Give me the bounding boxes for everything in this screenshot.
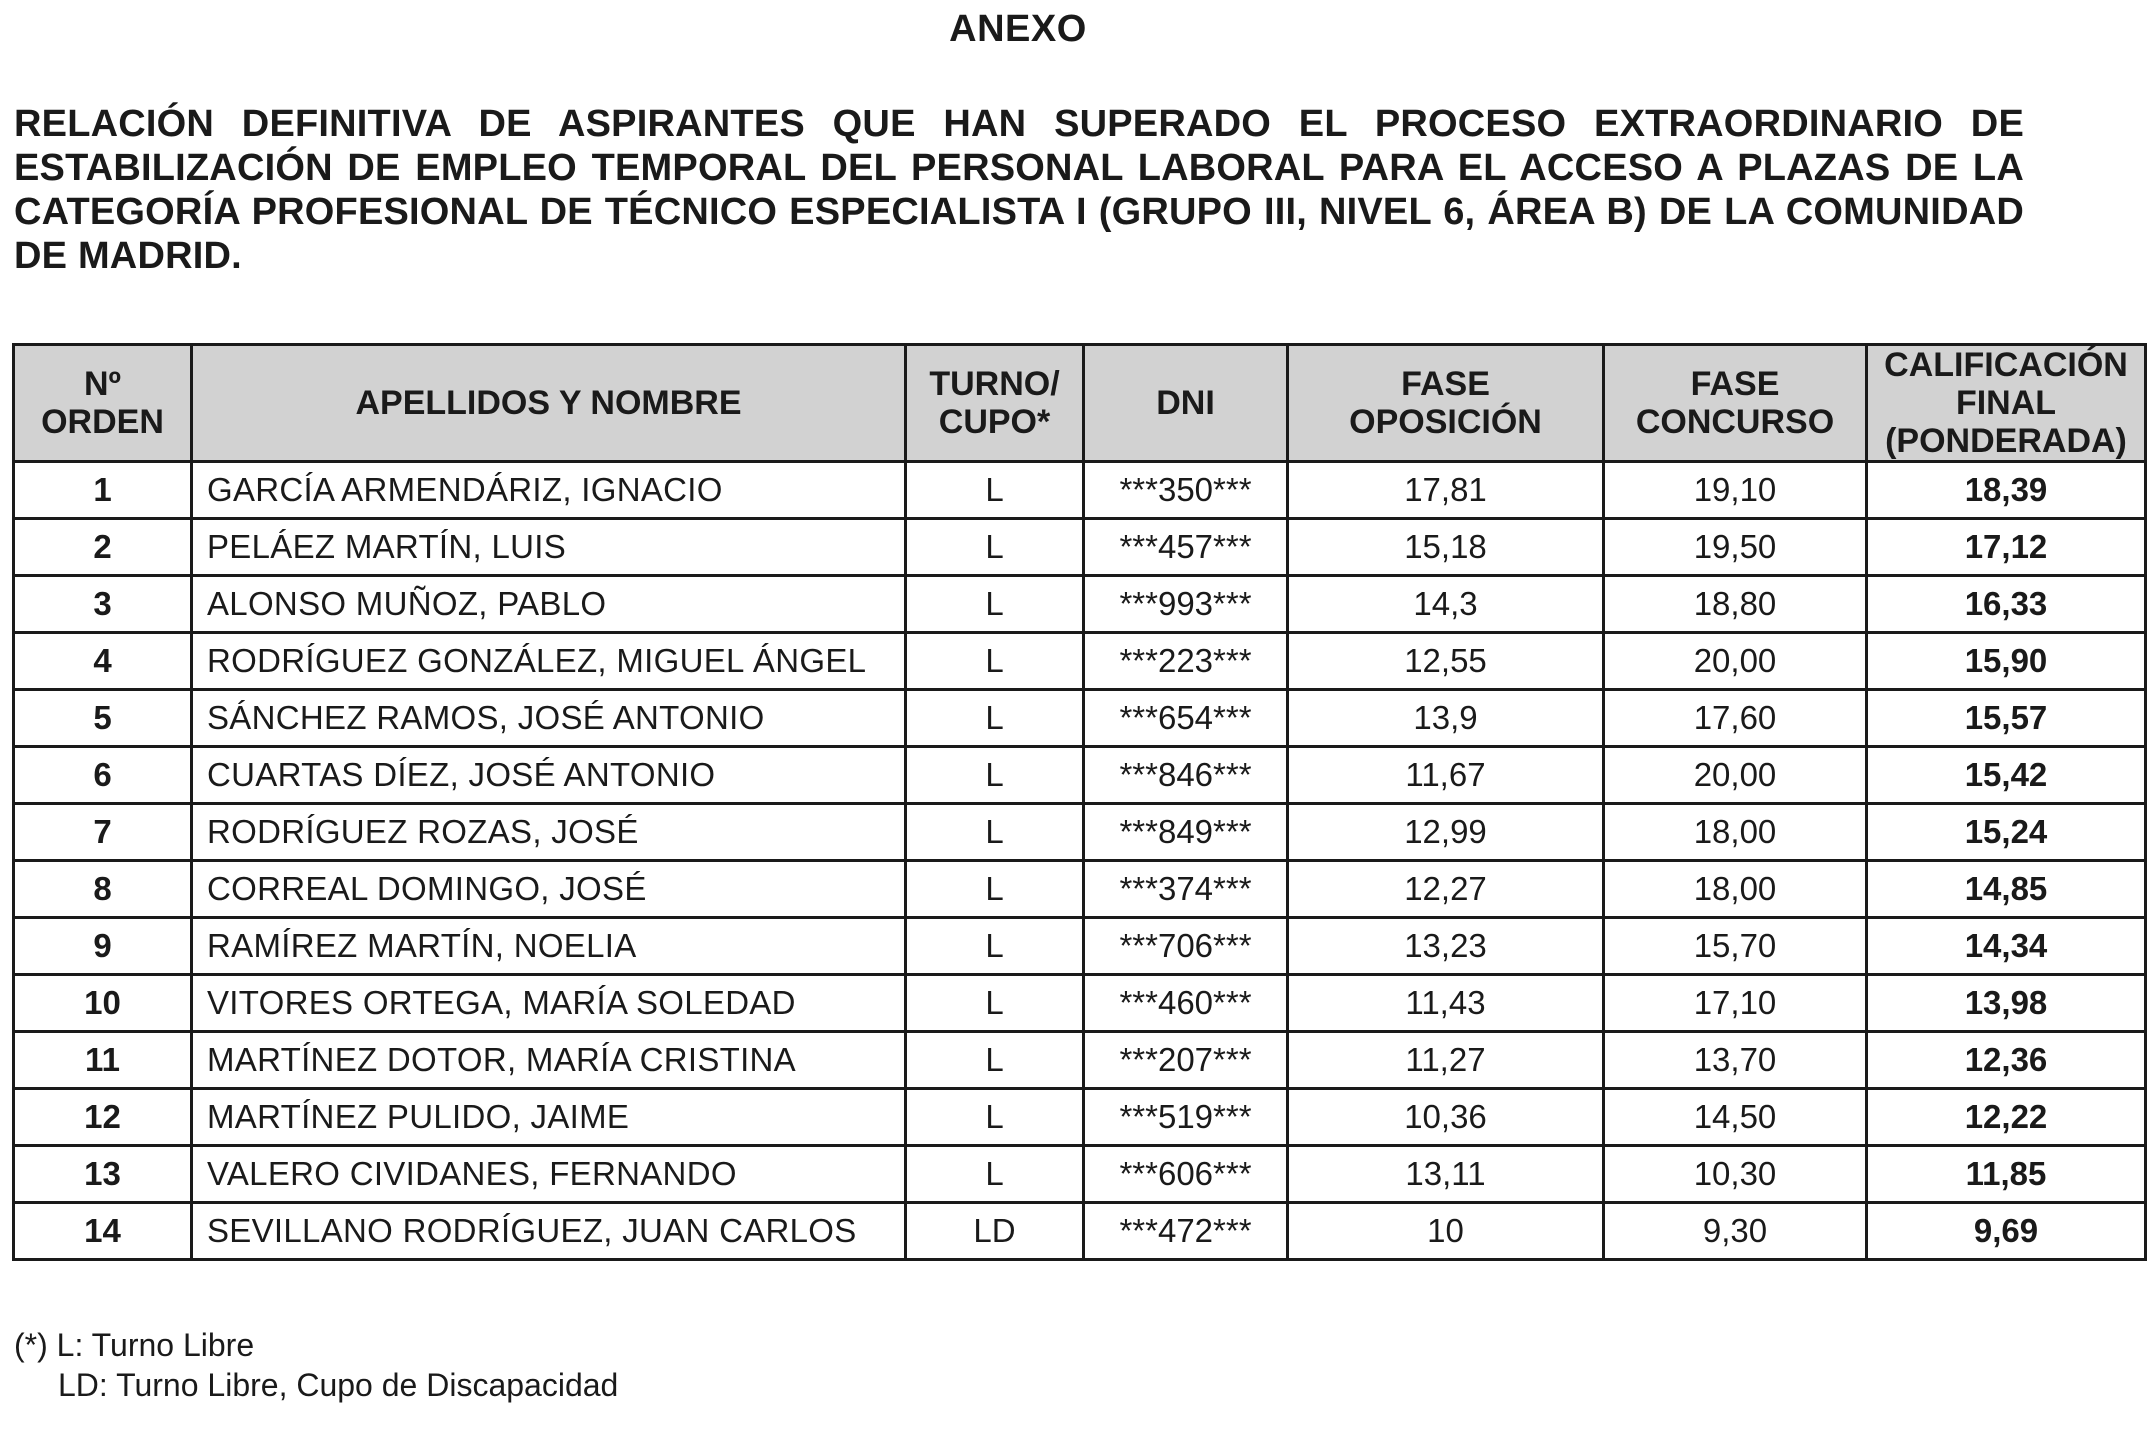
cell-dni: ***706*** <box>1084 918 1288 975</box>
cell-orden: 5 <box>14 690 192 747</box>
table-header-row <box>14 345 2146 462</box>
cell-final: 16,33 <box>1867 576 2146 633</box>
cell-concurso: 20,00 <box>1604 633 1867 690</box>
cell-turno: L <box>906 975 1084 1032</box>
cell-concurso: 13,70 <box>1604 1032 1867 1089</box>
cell-dni: ***457*** <box>1084 519 1288 576</box>
header-dni <box>1084 345 1288 462</box>
cell-final: 15,90 <box>1867 633 2146 690</box>
cell-oposicion: 11,67 <box>1288 747 1604 804</box>
cell-concurso: 17,60 <box>1604 690 1867 747</box>
cell-nombre: RODRÍGUEZ GONZÁLEZ, MIGUEL ÁNGEL <box>192 633 906 690</box>
cell-turno: L <box>906 462 1084 519</box>
cell-turno: L <box>906 861 1084 918</box>
cell-nombre: RODRÍGUEZ ROZAS, JOSÉ <box>192 804 906 861</box>
cell-concurso: 10,30 <box>1604 1146 1867 1203</box>
cell-final: 15,42 <box>1867 747 2146 804</box>
cell-concurso: 18,00 <box>1604 861 1867 918</box>
cell-nombre: MARTÍNEZ DOTOR, MARÍA CRISTINA <box>192 1032 906 1089</box>
cell-oposicion: 12,99 <box>1288 804 1604 861</box>
cell-concurso: 20,00 <box>1604 747 1867 804</box>
cell-nombre: VALERO CIVIDANES, FERNANDO <box>192 1146 906 1203</box>
cell-concurso: 18,00 <box>1604 804 1867 861</box>
header-turno-line: TURNO/ <box>929 365 1060 403</box>
cell-concurso: 19,10 <box>1604 462 1867 519</box>
cell-final: 14,85 <box>1867 861 2146 918</box>
header-concurso-line: FASE <box>1690 365 1780 403</box>
cell-turno: L <box>906 519 1084 576</box>
cell-turno: L <box>906 576 1084 633</box>
cell-nombre: CORREAL DOMINGO, JOSÉ <box>192 861 906 918</box>
cell-final: 17,12 <box>1867 519 2146 576</box>
table-row <box>14 462 2146 519</box>
cell-turno: L <box>906 918 1084 975</box>
cell-orden: 14 <box>14 1203 192 1260</box>
cell-oposicion: 13,11 <box>1288 1146 1604 1203</box>
header-turno-line: CUPO* <box>938 403 1051 441</box>
cell-dni: ***472*** <box>1084 1203 1288 1260</box>
table-row <box>14 1089 2146 1146</box>
cell-dni: ***654*** <box>1084 690 1288 747</box>
table-body <box>14 462 2146 1260</box>
header-concurso-line: CONCURSO <box>1635 403 1835 441</box>
table-row <box>14 861 2146 918</box>
header-concurso <box>1604 345 1867 462</box>
cell-dni: ***606*** <box>1084 1146 1288 1203</box>
cell-turno: L <box>906 1089 1084 1146</box>
cell-oposicion: 12,27 <box>1288 861 1604 918</box>
cell-oposicion: 14,3 <box>1288 576 1604 633</box>
cell-final: 12,36 <box>1867 1032 2146 1089</box>
cell-oposicion: 10 <box>1288 1203 1604 1260</box>
cell-final: 14,34 <box>1867 918 2146 975</box>
header-turno <box>906 345 1084 462</box>
cell-oposicion: 13,23 <box>1288 918 1604 975</box>
table-row <box>14 633 2146 690</box>
cell-concurso: 9,30 <box>1604 1203 1867 1260</box>
table-row <box>14 576 2146 633</box>
footnotes <box>14 1325 618 1405</box>
cell-dni: ***207*** <box>1084 1032 1288 1089</box>
cell-orden: 2 <box>14 519 192 576</box>
footnote-cupo-discapacidad: LD: Turno Libre, Cupo de Discapacidad <box>58 1367 619 1403</box>
table-row <box>14 1146 2146 1203</box>
cell-nombre: VITORES ORTEGA, MARÍA SOLEDAD <box>192 975 906 1032</box>
cell-oposicion: 17,81 <box>1288 462 1604 519</box>
header-oposicion-line: FASE <box>1401 365 1490 403</box>
header-final-line: (PONDERADA) <box>1885 422 2127 460</box>
table-row <box>14 519 2146 576</box>
header-nombre-line: APELLIDOS Y NOMBRE <box>355 384 742 422</box>
cell-dni: ***223*** <box>1084 633 1288 690</box>
cell-nombre: MARTÍNEZ PULIDO, JAIME <box>192 1089 906 1146</box>
cell-turno: LD <box>906 1203 1084 1260</box>
cell-oposicion: 11,27 <box>1288 1032 1604 1089</box>
cell-dni: ***849*** <box>1084 804 1288 861</box>
cell-final: 12,22 <box>1867 1089 2146 1146</box>
cell-nombre: GARCÍA ARMENDÁRIZ, IGNACIO <box>192 462 906 519</box>
cell-orden: 11 <box>14 1032 192 1089</box>
header-final-line: FINAL <box>1955 384 2057 422</box>
cell-turno: L <box>906 804 1084 861</box>
cell-turno: L <box>906 690 1084 747</box>
document-title: RELACIÓN DEFINITIVA DE ASPIRANTES QUE HAN SUPERADO EL PROCESO EXTRAORDINARIO DE ESTABILIZACIÓN DE EMPLEO TEMPORAL DEL PERSONAL LABORAL PARA EL ACCESO A PLAZAS DE LA CATEGORÍA PROFESIONAL DE TÉCNICO ESPECIALISTA I (GRUPO III, NIVEL 6, ÁREA B) DE LA COMUNIDAD DE MADRID. <box>14 103 2024 277</box>
cell-turno: L <box>906 747 1084 804</box>
page-heading: ANEXO <box>949 8 1087 50</box>
cell-concurso: 15,70 <box>1604 918 1867 975</box>
cell-turno: L <box>906 633 1084 690</box>
cell-oposicion: 10,36 <box>1288 1089 1604 1146</box>
cell-orden: 1 <box>14 462 192 519</box>
cell-final: 15,24 <box>1867 804 2146 861</box>
header-nombre <box>192 345 906 462</box>
table-row <box>14 975 2146 1032</box>
table-row <box>14 1203 2146 1260</box>
footnote-turno-libre: (*) L: Turno Libre <box>14 1327 255 1363</box>
header-orden-line: ORDEN <box>41 403 164 441</box>
cell-turno: L <box>906 1146 1084 1203</box>
header-orden <box>14 345 192 462</box>
cell-orden: 7 <box>14 804 192 861</box>
cell-nombre: SÁNCHEZ RAMOS, JOSÉ ANTONIO <box>192 690 906 747</box>
cell-oposicion: 15,18 <box>1288 519 1604 576</box>
table-row <box>14 804 2146 861</box>
cell-orden: 10 <box>14 975 192 1032</box>
cell-dni: ***846*** <box>1084 747 1288 804</box>
header-final-line: CALIFICACIÓN <box>1884 346 2128 384</box>
header-oposicion <box>1288 345 1604 462</box>
header-dni-line: DNI <box>1156 384 1215 422</box>
results-table <box>12 343 2147 1261</box>
cell-final: 11,85 <box>1867 1146 2146 1203</box>
cell-nombre: CUARTAS DÍEZ, JOSÉ ANTONIO <box>192 747 906 804</box>
table-row <box>14 747 2146 804</box>
cell-concurso: 18,80 <box>1604 576 1867 633</box>
cell-final: 15,57 <box>1867 690 2146 747</box>
cell-orden: 8 <box>14 861 192 918</box>
cell-dni: ***350*** <box>1084 462 1288 519</box>
header-oposicion-line: OPOSICIÓN <box>1349 403 1542 441</box>
cell-final: 9,69 <box>1867 1203 2146 1260</box>
cell-concurso: 14,50 <box>1604 1089 1867 1146</box>
cell-nombre: ALONSO MUÑOZ, PABLO <box>192 576 906 633</box>
cell-oposicion: 12,55 <box>1288 633 1604 690</box>
table-row <box>14 1032 2146 1089</box>
cell-dni: ***460*** <box>1084 975 1288 1032</box>
table-row <box>14 918 2146 975</box>
header-orden-line: Nº <box>84 365 121 403</box>
cell-dni: ***374*** <box>1084 861 1288 918</box>
cell-oposicion: 11,43 <box>1288 975 1604 1032</box>
cell-final: 18,39 <box>1867 462 2146 519</box>
cell-turno: L <box>906 1032 1084 1089</box>
cell-oposicion: 13,9 <box>1288 690 1604 747</box>
cell-nombre: SEVILLANO RODRÍGUEZ, JUAN CARLOS <box>192 1203 906 1260</box>
cell-concurso: 19,50 <box>1604 519 1867 576</box>
cell-nombre: RAMÍREZ MARTÍN, NOELIA <box>192 918 906 975</box>
cell-orden: 13 <box>14 1146 192 1203</box>
table-row <box>14 690 2146 747</box>
cell-concurso: 17,10 <box>1604 975 1867 1032</box>
cell-final: 13,98 <box>1867 975 2146 1032</box>
cell-orden: 12 <box>14 1089 192 1146</box>
cell-orden: 9 <box>14 918 192 975</box>
cell-orden: 3 <box>14 576 192 633</box>
cell-orden: 4 <box>14 633 192 690</box>
cell-nombre: PELÁEZ MARTÍN, LUIS <box>192 519 906 576</box>
cell-dni: ***519*** <box>1084 1089 1288 1146</box>
header-final <box>1867 345 2146 462</box>
cell-orden: 6 <box>14 747 192 804</box>
cell-dni: ***993*** <box>1084 576 1288 633</box>
